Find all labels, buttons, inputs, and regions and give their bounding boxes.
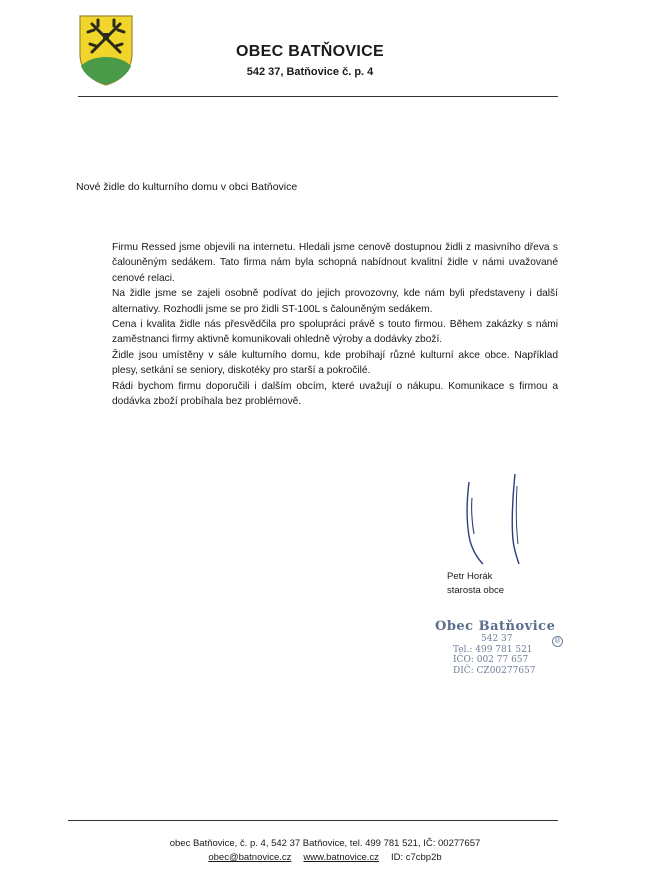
signature-icon [455,468,545,568]
signatory [447,570,504,598]
stamp-ico: IČO: 002 77 657 [453,655,529,665]
footer [0,837,650,865]
signatory-role: starosta obce [447,585,505,596]
body-paragraph: Na židle jsme se zajeli osobně podívat do jejich provozovny, kde nám byli představeny i další alternativy. Rozhodli jsme se pro židli ST-100L s čalouněným sedákem. [112,288,558,315]
footer-web-link[interactable]: www.batnovice.cz [303,852,379,863]
stamp-dic: DIČ: CZ00277657 [453,665,536,676]
organization-title: OBEC BATŇOVICE [236,43,384,60]
stamp-tel: Tel.: 499 781 521 [453,644,533,655]
body-paragraph: Firmu Ressed jsme objevili na internetu. Hledali jsme cenově dostupnou židli z masivního dřeva s čalouněným sedákem. Tato firma nám byla schopná nabídnout kvalitní židle v námi uvažované cenové relaci. [112,242,558,284]
official-stamp [435,619,575,676]
header-divider [78,96,558,97]
footer-email-link[interactable]: obec@batnovice.cz [208,852,292,863]
signatory-name: Petr Horák [447,571,493,582]
footer-databox-id: ID: c7cbp2b [390,852,442,863]
footer-divider [68,820,558,821]
coat-of-arms-icon [78,14,134,86]
stamp-registered-icon: ® [554,637,561,645]
stamp-zip: 542 37 [481,634,513,644]
footer-links [0,851,650,865]
letter-body [112,240,558,409]
crest-hill [81,57,131,85]
body-paragraph: Rádi bychom firmu doporučili i dalším obcím, které uvažují o nákupu. Komunikace s firmou a dodávka zboží probíhala bez problémově. [112,380,558,408]
organization-address: 542 37, Batňovice č. p. 4 [246,66,374,78]
footer-contact: obec Batňovice, č. p. 4, 542 37 Batňovice, tel. 499 781 521, IČ: 00277657 [169,838,481,849]
letter-subject: Nové židle do kulturního domu v obci Batňovice [76,181,298,193]
stamp-name: Obec Batňovice [435,619,556,634]
body-paragraph: Židle jsou umístěny v sále kulturního domu, kde probíhají různé kulturní akce obce. Například plesy, setkání se seniory, diskotéky pro starší a pokročilé. [112,349,558,377]
body-paragraph: Cena i kvalita židle nás přesvědčila pro spolupráci právě s touto firmou. Během zakázky s námi zaměstnanci firmy aktivně komunikovali ohledně výroby a dodávky zboží. [112,319,558,346]
